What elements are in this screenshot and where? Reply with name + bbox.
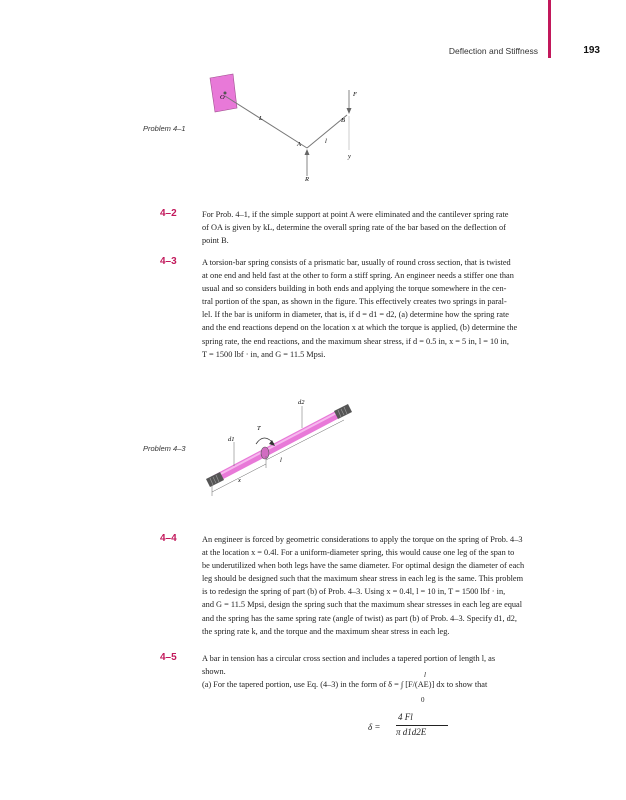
section-title: Deflection and Stiffness [448,46,538,56]
text-line: tral portion of the span, as shown in the figure. This effectively creates two springs in paral- [202,297,507,307]
right-threaded-end [336,407,350,417]
text-line: at one end and held fast at the other to form a stiff spring. An engineer needs a stiffer one than [202,271,514,281]
bar-oa [225,96,307,148]
text-line: An engineer is forced by geometric considerations to apply the torque on the spring of Prob. 4–3 [202,535,523,544]
label-a: A [297,141,301,148]
torsion-bar-highlight [213,408,346,478]
text-line: shown. [202,667,226,677]
label-x: x [238,477,241,484]
page-number: 193 [583,45,600,56]
problem-number: 4–4 [160,533,177,544]
force-f-head [347,108,352,114]
figure-4-3-caption: Problem 4–3 [143,444,186,453]
label-r: R [305,176,309,183]
text-line: T = 1500 lbf · in, and G = 11.5 Mpsi. [202,349,326,359]
formula-lhs: δ = [368,722,381,732]
problem-text [202,256,590,361]
label-f: F [353,91,357,98]
text-line: lel. If the bar is uniform in diameter, that is, if d = d1 = d2, (a) determine how the spring rate [202,310,509,320]
text-line: of OA is given by kL, determine the overall spring rate of the bar based on the deflection of [202,223,506,233]
label-l-upper: L [259,115,263,122]
torque-collar [261,447,269,459]
text-line: For Prob. 4–1, if the simple support at point A were eliminated and the cantilever spring rate [202,210,509,219]
formula-numerator: 4 Fl [398,712,413,722]
label-t: T [257,425,261,432]
problem-text [202,533,590,638]
figure-4-1-caption: Problem 4–1 [143,124,186,133]
figure-4-3 [198,392,358,502]
text-line: the spring rate k, and the torque and the maximum shear stress in each leg. [202,626,450,636]
page-header [440,45,600,61]
text-line: A torsion-bar spring consists of a prismatic bar, usually of round cross section, that is twisted [202,258,511,267]
integral-lower-limit: 0 [421,696,425,704]
reaction-r-head [305,149,310,155]
figure-4-1 [195,68,375,183]
display-formula [368,712,458,742]
text-line: and G = 11.5 Mpsi, design the spring such that the maximum shear stresses in each leg are equal [202,600,523,610]
text-line: at the location x = 0.4l. For a uniform-diameter spring, this would cause one leg of the span to [202,548,515,558]
formula-denominator: π d1d2E [396,727,427,737]
problem-text [202,208,590,247]
text-line: leg should be designed such that the maximum shear stress in each leg is the same. This problem [202,574,524,584]
left-threaded-end [208,475,222,485]
text-line: be underutilized when both legs have the same diameter. For optimal design the diameter of each [202,561,525,571]
label-l: l [280,457,282,464]
text-line: (a) For the tapered portion, use Eq. (4–3) in the form of δ = ∫ [F/(AE)] dx to show that [202,680,488,690]
fraction-bar [396,725,448,726]
problem-number: 4–3 [160,256,177,267]
problem-number: 4–5 [160,652,177,663]
text-line: A bar in tension has a circular cross section and includes a tapered portion of length l, as [202,654,496,663]
label-d1: d1 [228,436,235,443]
text-line: is to redesign the spring of part (b) of Prob. 4–3. Using x = 0.4l, l = 10 in, T = 1500 lbf · in, [202,587,506,597]
problem-text [202,652,590,691]
label-o: O [220,94,225,101]
label-y: y [348,153,351,160]
l-dimension [266,420,344,460]
text-line: spring rate, the end reactions, and the maximum shear stress, if d = 0.5 in, x = 5 in, l = 10 in, [202,336,509,346]
text-line: point B. [202,236,229,246]
label-b: B [341,117,345,124]
label-d2: d2 [298,399,305,406]
integral-upper-limit: l [424,671,426,679]
problem-number: 4–2 [160,208,177,219]
label-l-lower: l [325,138,327,145]
text-line: and the end reactions depend on the location x at which the torque is applied, (b) determine the [202,323,518,333]
text-line: and the spring has the same spring rate (angle of twist) as part (b) of Prob. 4–3. Specify d1, d2, [202,613,517,623]
text-line: usual and so considers building in both ends and applying the torque somewhere in the cen- [202,284,507,294]
torsion-bar [213,410,346,480]
